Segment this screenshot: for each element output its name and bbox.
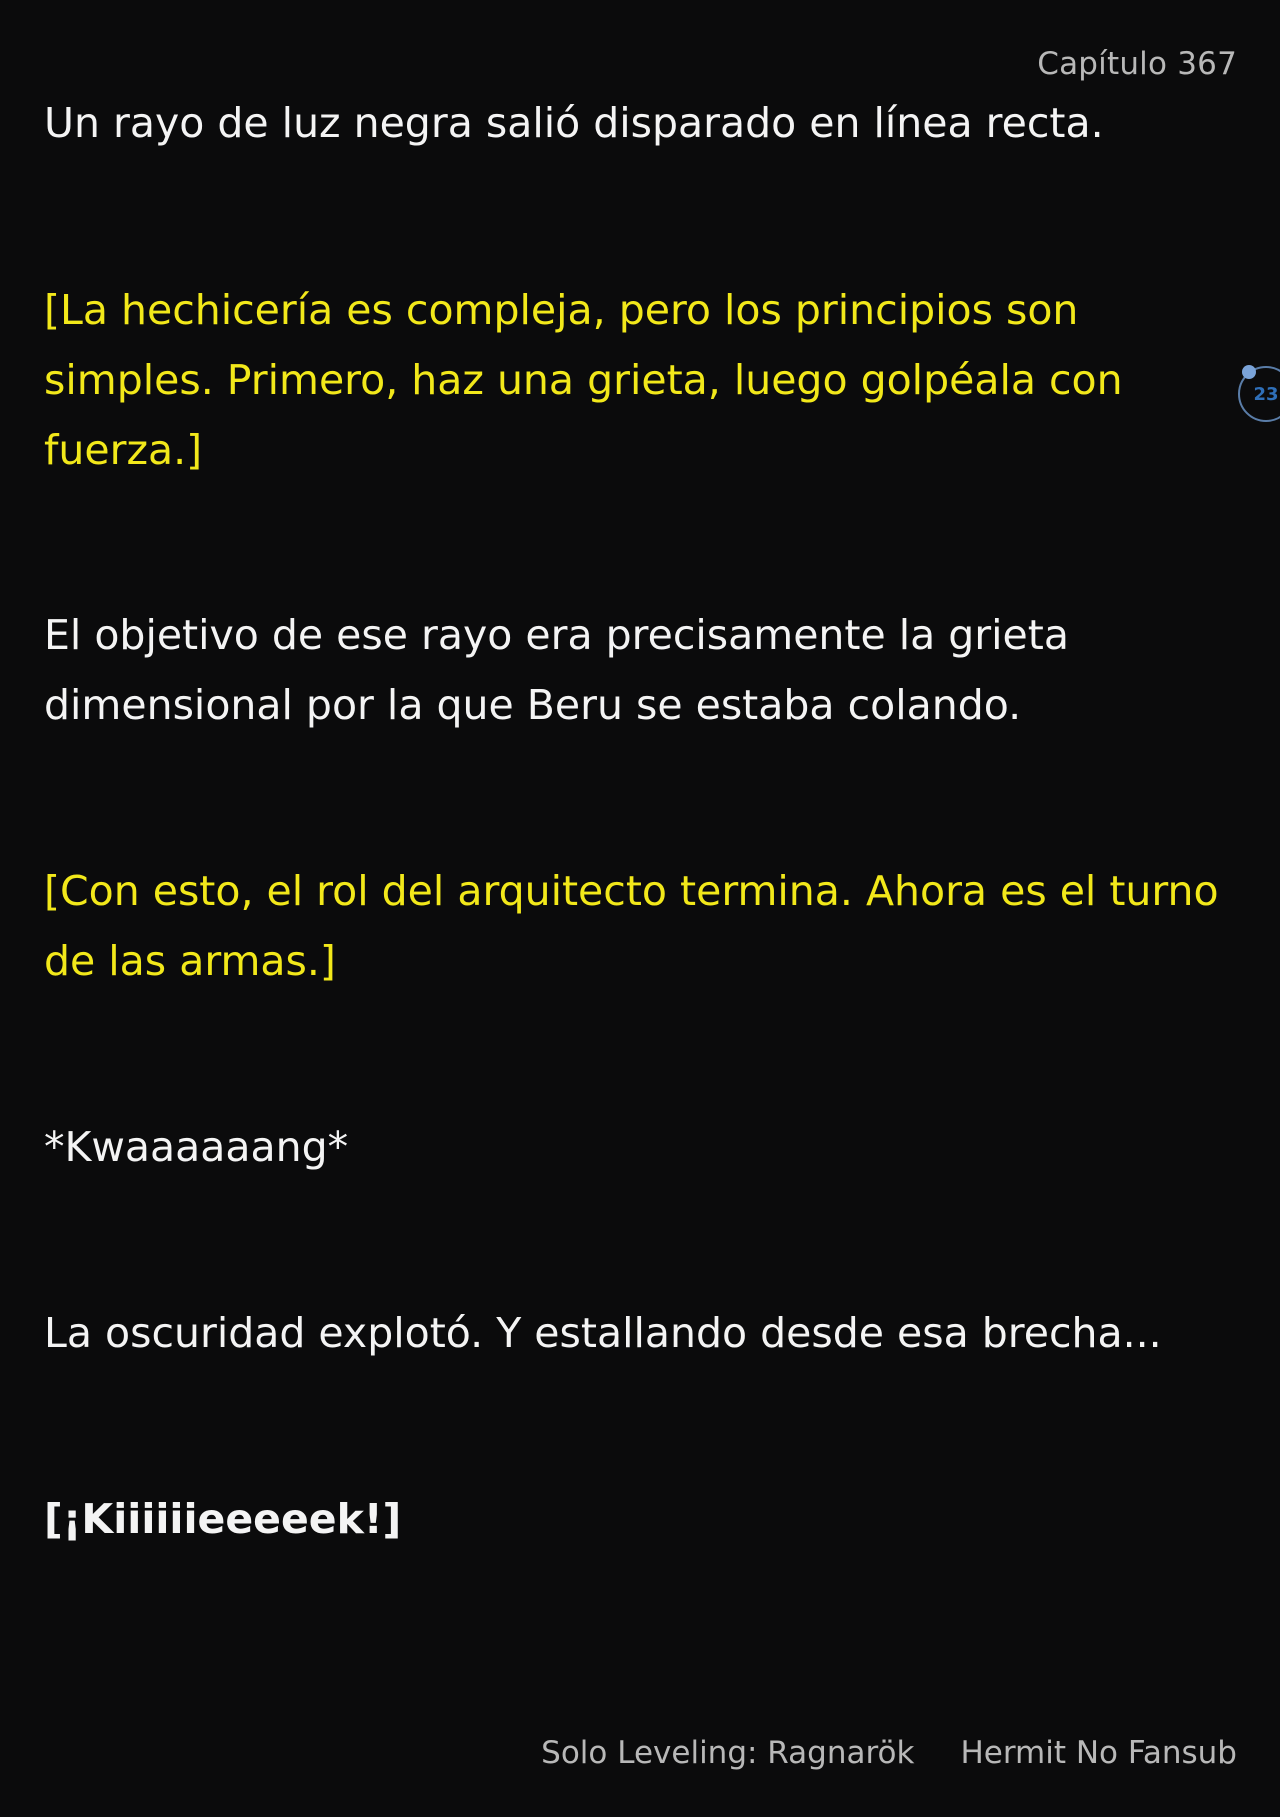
paragraph-narration: Un rayo de luz negra salió disparado en línea recta. [44,99,1104,147]
chapter-title: Capítulo 367 [1037,46,1237,82]
footer-series-title: Solo Leveling: Ragnarök [541,1735,915,1771]
footer [541,1735,1237,1771]
paragraph-system-message: [Con esto, el rol del arquitecto termina. Ahora es el turno de las armas.] [44,867,1219,985]
paragraph-shout: [¡Kiiiiiieeeeek!] [44,1495,402,1543]
paragraph-narration: El objetivo de ese rayo era precisamente la grieta dimensional por la que Beru se estaba colando. [44,611,1069,729]
paragraph-narration: La oscuridad explotó. Y estallando desde esa brecha... [44,1309,1162,1357]
page-indicator-badge[interactable] [1238,366,1280,422]
paragraph-sound-effect: *Kwaaaaaang* [44,1123,349,1171]
paragraph-system-message: [La hechicería es compleja, pero los principios son simples. Primero, haz una grieta, luego golpéala con fuerza.] [44,286,1123,474]
footer-group-name: Hermit No Fansub [960,1735,1237,1771]
page-indicator-number: 23 [1253,383,1279,405]
badge-dot-icon [1242,365,1256,379]
